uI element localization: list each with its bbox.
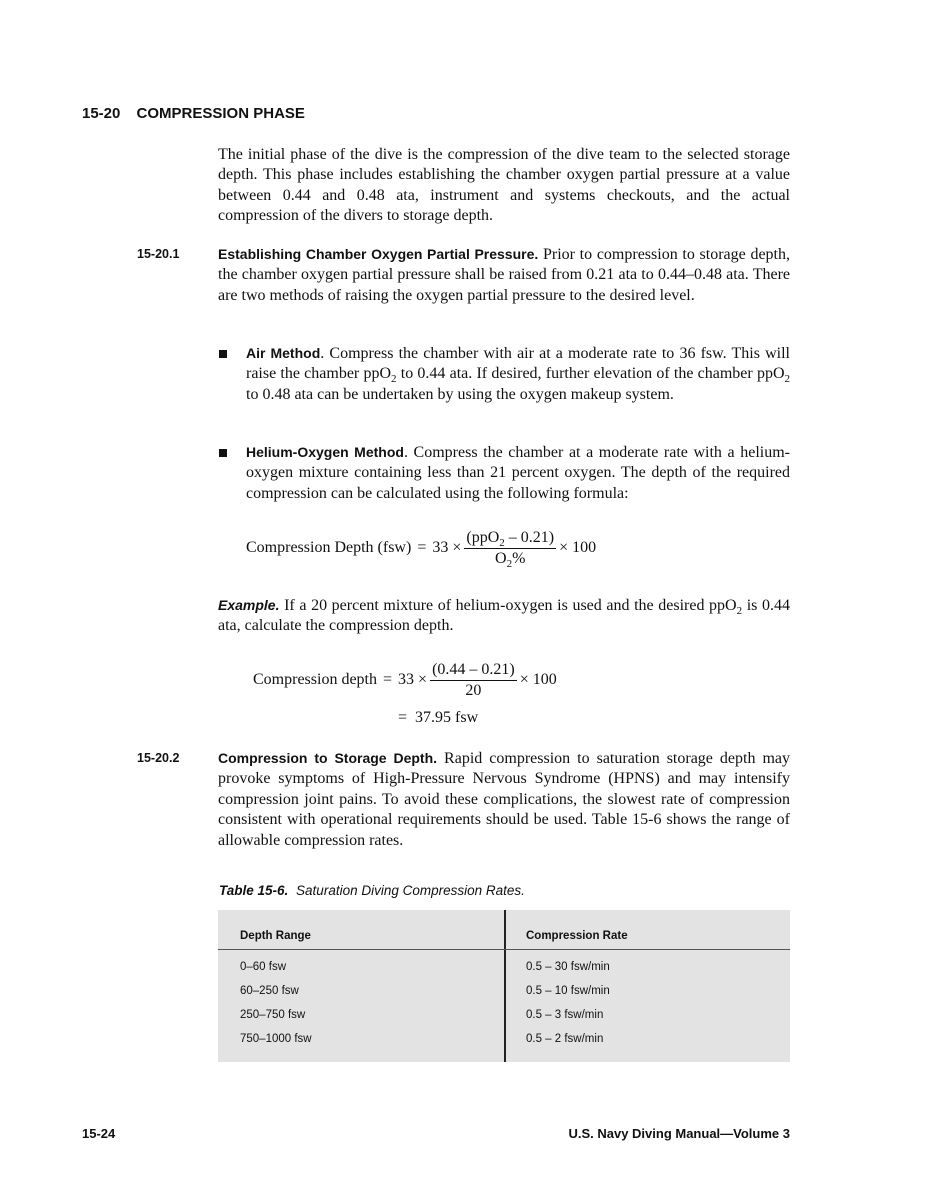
example-text: is 0.44 ata, calculate the compression depth. — [218, 597, 790, 635]
table-cell: 0.5 – 10 fsw/min — [526, 985, 610, 997]
paragraph-text: Prior to compression to storage depth, the chamber oxygen partial pressure shall be raised from 0.21 ata to 0.44–0.48 ata. There are two methods of raising the oxygen partial pressure to the desired level. — [218, 246, 790, 304]
subsection-title: Establishing Chamber Oxygen Partial Pressure. — [218, 246, 539, 262]
section-title: COMPRESSION PHASE — [136, 105, 305, 122]
bullet-text: to 0.48 ata can be undertaken by using the oxygen makeup system. — [246, 385, 674, 403]
subscript: 2 — [784, 373, 790, 386]
intro-paragraph: The initial phase of the dive is the compression of the dive team to the selected storage depth. This phase includes establishing the chamber oxygen partial pressure at a value between 0.44 and 0.48 ata, instrument and systems checkouts, and the actual compression of the divers to storage depth. — [218, 146, 790, 225]
subsection-paragraph — [218, 244, 790, 306]
subscript: 2 — [506, 558, 513, 570]
formula-lhs: Compression Depth (fsw) — [246, 539, 412, 557]
table-cell: 0.5 – 2 fsw/min — [526, 1033, 604, 1045]
paragraph-text: Rapid compression to saturation storage depth may provoke symptoms of High-Pressure Nervous Syndrome (HPNS) and may intensify compression joint pains. To avoid these complications, the slowest rate of compression consistent with operational requirements should be used. Table 15-6 shows the range of allowable compression rates. — [218, 750, 790, 849]
column-divider — [504, 910, 506, 1062]
calc-multiplier: × 100 — [519, 671, 557, 689]
bullet-text: . Compress the chamber at a moderate rate with a helium-oxygen mixture containing less than 21 percent oxygen. The depth of the required compression can be calculated using the following formula: — [246, 444, 790, 502]
subscript: 2 — [499, 537, 505, 549]
header-rule — [218, 949, 790, 950]
formula-fraction — [464, 528, 556, 569]
bullet-item-helium-oxygen-method — [246, 442, 790, 504]
footer-title: U.S. Navy Diving Manual—Volume 3 — [568, 1126, 790, 1141]
bullet-text: to 0.44 ata. If desired, further elevation of the chamber ppO — [396, 365, 785, 383]
subsection-number: 15-20.2 — [137, 751, 180, 765]
example-paragraph — [218, 595, 790, 637]
subsection-title: Compression to Storage Depth. — [218, 750, 438, 766]
table-caption-label: Table 15-6. — [219, 883, 289, 898]
example-label: Example. — [218, 597, 280, 613]
bullet-icon — [219, 449, 227, 457]
calc-result: = 37.95 fsw — [398, 709, 479, 726]
page-number: 15-24 — [82, 1126, 116, 1141]
table-caption-text: Saturation Diving Compression Rates. — [296, 883, 525, 898]
compression-depth-formula — [246, 528, 596, 569]
depth-range-column — [240, 955, 312, 1051]
subsection-paragraph — [218, 748, 790, 851]
table-cell: 750–1000 fsw — [240, 1033, 312, 1045]
bullet-item-air-method — [246, 343, 790, 405]
subscript: 2 — [736, 605, 743, 617]
equals: = — [417, 539, 427, 557]
table-cell: 60–250 fsw — [240, 985, 299, 997]
subsection-number: 15-20.1 — [137, 247, 180, 261]
subscript: 2 — [391, 373, 397, 386]
calc-lhs: Compression depth — [253, 671, 377, 689]
table-cell: 250–750 fsw — [240, 1009, 306, 1021]
bullet-text: . Compress the chamber with air at a moderate rate to 36 fsw. This will raise the chamber ppO — [246, 345, 791, 383]
denominator: 20 — [465, 682, 482, 699]
table-cell: 0.5 – 30 fsw/min — [526, 961, 610, 973]
numerator: – 0.21) — [504, 529, 555, 546]
table-cell: 0.5 – 3 fsw/min — [526, 1009, 604, 1021]
calc-constant: 33 × — [398, 671, 428, 689]
example-text: If a 20 percent mixture of helium-oxygen is used and the desired ppO — [279, 597, 737, 614]
bullet-title: Air Method — [246, 345, 321, 361]
formula-multiplier: × 100 — [559, 539, 597, 557]
numerator: (ppO — [466, 529, 500, 546]
numerator: (0.44 – 0.21) — [430, 660, 517, 681]
table-caption — [219, 883, 525, 898]
bullet-icon — [219, 350, 227, 358]
equals: = — [383, 671, 393, 689]
formula-constant: 33 × — [432, 539, 462, 557]
column-header-compression-rate: Compression Rate — [526, 930, 628, 942]
section-heading — [82, 105, 305, 122]
compression-rates-table — [218, 910, 790, 1062]
denominator: % — [512, 550, 526, 567]
example-calculation — [253, 660, 557, 701]
section-number: 15-20 — [82, 105, 121, 122]
compression-rate-column — [526, 955, 610, 1051]
calc-fraction — [430, 660, 517, 701]
denominator: O — [495, 550, 507, 567]
column-header-depth-range: Depth Range — [240, 930, 311, 942]
bullet-title: Helium-Oxygen Method — [246, 444, 404, 460]
table-cell: 0–60 fsw — [240, 961, 287, 973]
